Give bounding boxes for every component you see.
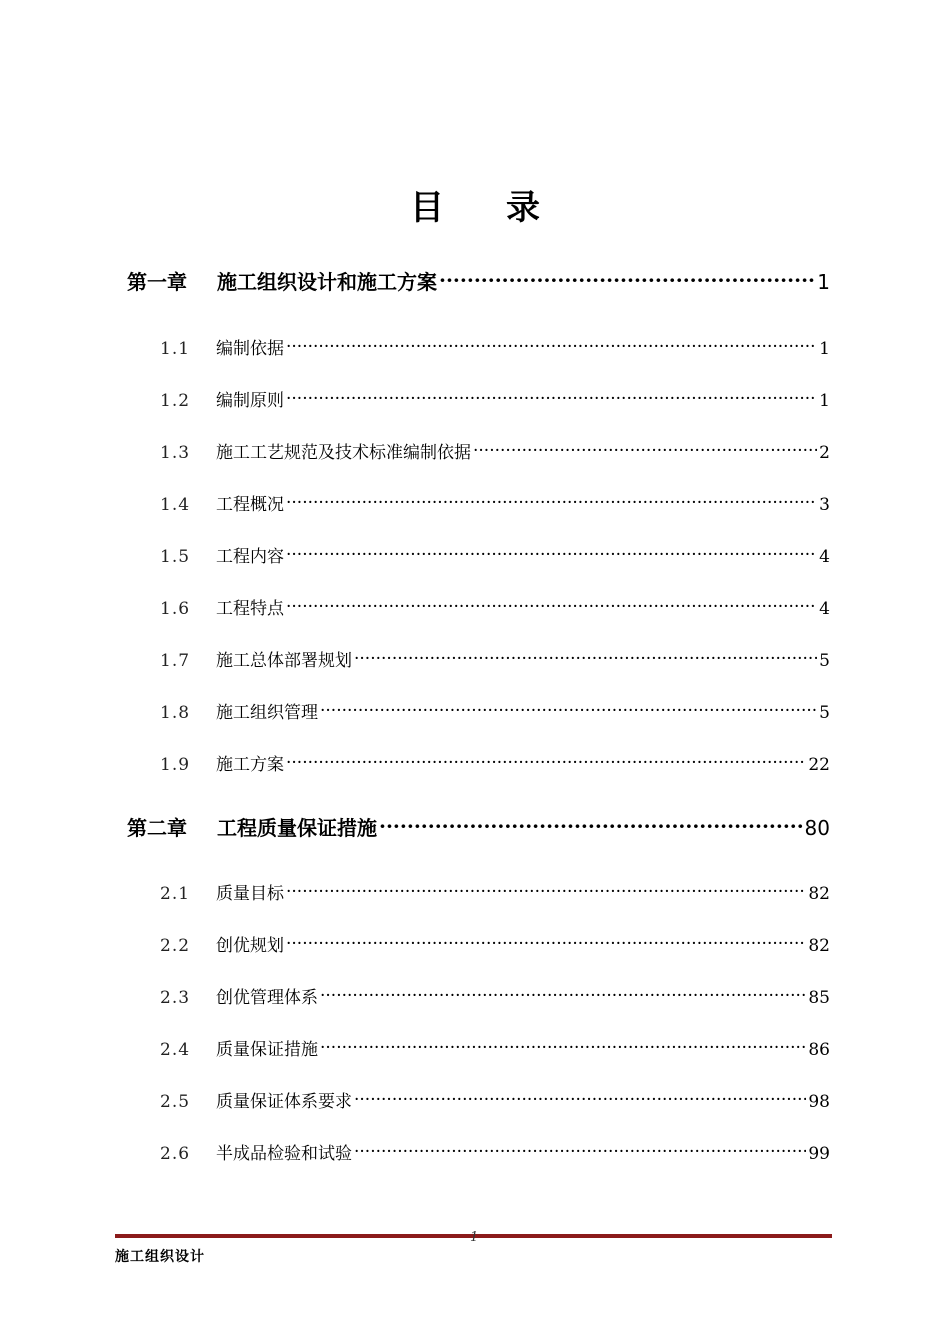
section-number: 2.2 <box>160 936 191 956</box>
chapter-number: 第一章 <box>127 270 187 294</box>
toc-chapter-1[interactable] <box>127 266 830 295</box>
section-title: 质量保证体系要求 <box>216 1092 352 1112</box>
toc-heading-char-2: 录 <box>506 188 540 228</box>
section-page-number: 4 <box>819 599 830 619</box>
toc-section-1-2[interactable] <box>160 386 830 411</box>
section-page-number: 3 <box>819 495 830 515</box>
section-number: 1.6 <box>160 599 191 619</box>
footer-page-number: 1 <box>470 1230 479 1245</box>
section-number: 2.5 <box>160 1092 191 1112</box>
toc-section-1-8[interactable] <box>160 698 830 723</box>
section-number: 1.7 <box>160 651 191 671</box>
toc-section-2-2[interactable] <box>160 931 830 956</box>
section-number: 2.1 <box>160 884 191 904</box>
section-title: 施工工艺规范及技术标准编制依据 <box>216 443 471 463</box>
section-number: 1.4 <box>160 495 191 515</box>
footer-text: 施工组织设计 <box>115 1249 205 1265</box>
toc-section-1-5[interactable] <box>160 542 830 567</box>
leader-dots <box>286 337 817 354</box>
toc-section-2-5[interactable] <box>160 1087 830 1112</box>
leader-dots <box>286 493 817 510</box>
chapter-title: 工程质量保证措施 <box>217 816 377 840</box>
section-page-number: 98 <box>808 1092 830 1112</box>
toc-section-2-1[interactable] <box>160 879 830 904</box>
toc-chapter-2[interactable] <box>127 812 830 841</box>
section-title: 施工组织管理 <box>216 703 318 723</box>
toc-heading <box>0 180 950 229</box>
leader-dots <box>286 389 817 406</box>
section-title: 工程内容 <box>216 547 284 567</box>
section-page-number: 2 <box>819 443 830 463</box>
section-title: 半成品检验和试验 <box>216 1144 352 1164</box>
toc-section-1-9[interactable] <box>160 750 830 775</box>
toc-section-1-3[interactable] <box>160 438 830 463</box>
leader-dots <box>354 649 817 666</box>
section-page-number: 1 <box>819 339 830 359</box>
leader-dots <box>320 1038 806 1055</box>
section-title: 编制依据 <box>216 339 284 359</box>
section-number: 1.9 <box>160 755 191 775</box>
chapter-number: 第二章 <box>127 816 187 840</box>
section-title: 编制原则 <box>216 391 284 411</box>
section-number: 2.6 <box>160 1144 191 1164</box>
toc-section-2-6[interactable] <box>160 1139 830 1164</box>
leader-dots <box>439 269 815 289</box>
section-number: 1.3 <box>160 443 191 463</box>
section-page-number: 85 <box>808 988 830 1008</box>
chapter-page-number: 80 <box>804 816 830 840</box>
section-number: 1.2 <box>160 391 191 411</box>
section-page-number: 4 <box>819 547 830 567</box>
section-title: 施工方案 <box>216 755 284 775</box>
leader-dots <box>286 753 806 770</box>
section-page-number: 99 <box>808 1144 830 1164</box>
toc-section-2-3[interactable] <box>160 983 830 1008</box>
chapter-title: 施工组织设计和施工方案 <box>217 270 437 294</box>
toc-section-1-4[interactable] <box>160 490 830 515</box>
section-title: 工程特点 <box>216 599 284 619</box>
section-title: 创优管理体系 <box>216 988 318 1008</box>
toc-section-2-4[interactable] <box>160 1035 830 1060</box>
leader-dots <box>286 597 817 614</box>
section-title: 工程概况 <box>216 495 284 515</box>
toc-heading-char-1: 目 <box>410 188 444 228</box>
section-title: 质量目标 <box>216 884 284 904</box>
leader-dots <box>286 545 817 562</box>
toc-section-1-6[interactable] <box>160 594 830 619</box>
section-number: 1.8 <box>160 703 191 723</box>
section-page-number: 86 <box>808 1040 830 1060</box>
section-title: 创优规划 <box>216 936 284 956</box>
toc-section-1-1[interactable] <box>160 334 830 359</box>
section-page-number: 82 <box>808 936 830 956</box>
section-page-number: 82 <box>808 884 830 904</box>
section-number: 2.3 <box>160 988 191 1008</box>
section-title: 质量保证措施 <box>216 1040 318 1060</box>
leader-dots <box>379 815 803 835</box>
section-page-number: 22 <box>808 755 830 775</box>
section-page-number: 5 <box>819 651 830 671</box>
leader-dots <box>286 934 806 951</box>
chapter-page-number: 1 <box>817 270 830 294</box>
leader-dots <box>354 1090 806 1107</box>
section-page-number: 5 <box>819 703 830 723</box>
section-title: 施工总体部署规划 <box>216 651 352 671</box>
section-number: 2.4 <box>160 1040 191 1060</box>
section-page-number: 1 <box>819 391 830 411</box>
section-number: 1.1 <box>160 339 191 359</box>
leader-dots <box>354 1142 806 1159</box>
toc-section-1-7[interactable] <box>160 646 830 671</box>
leader-dots <box>286 882 806 899</box>
leader-dots <box>320 701 817 718</box>
leader-dots <box>320 986 806 1003</box>
section-number: 1.5 <box>160 547 191 567</box>
leader-dots <box>473 441 817 458</box>
